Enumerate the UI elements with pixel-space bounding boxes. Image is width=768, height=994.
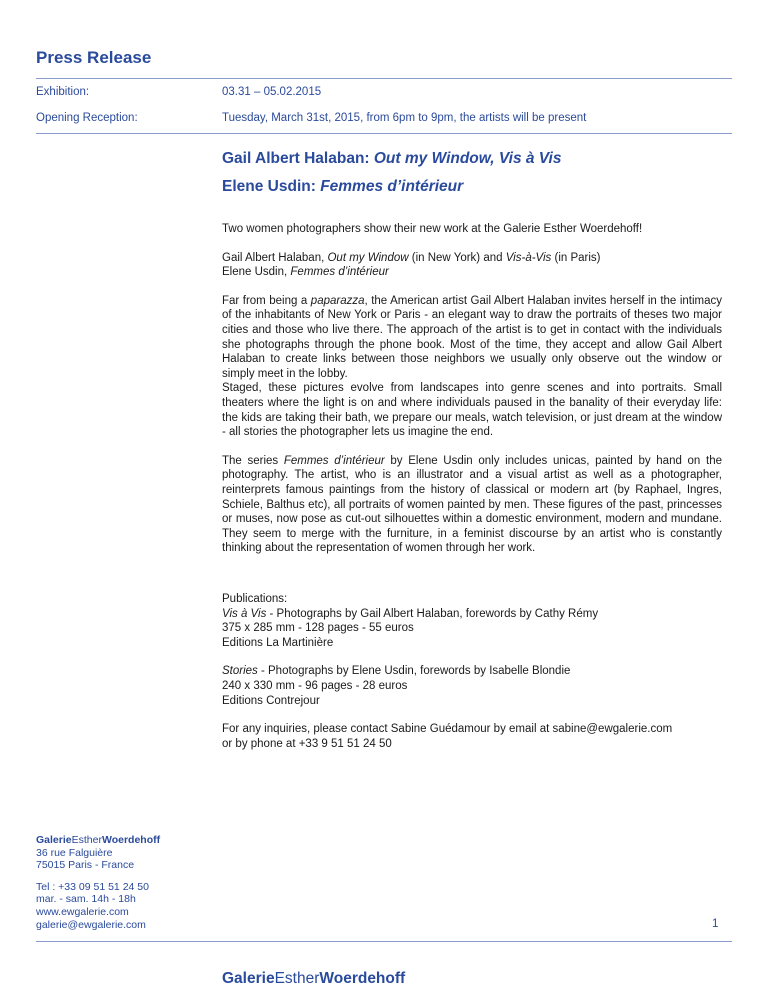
publication-1: Publications: Vis à Vis - Photographs by Gail Albert Halaban, forewords by Cathy Rémy 375 x 285 mm - 128 pages - 55 euros Editions La Martinière [222, 593, 599, 649]
press-body [222, 222, 722, 570]
gallery-city: 75015 Paris - France [36, 859, 135, 872]
gallery-street: 36 rue Falguière [36, 846, 113, 859]
gallery-address-block [36, 834, 160, 931]
divider [36, 133, 732, 134]
heading-usdin: Elene Usdin: Femmes d’intérieur [222, 178, 464, 195]
publication-2: Stories - Photographs by Elene Usdin, forewords by Isabelle Blondie 240 x 330 mm - 96 pages - 28 euros Editions Contrejour [222, 665, 571, 707]
footer-logo: GalerieEstherWoerdehoff [222, 970, 406, 987]
works-paragraph: Gail Albert Halaban, Out my Window (in New York) and Vis-à-Vis (in Paris) Elene Usdin, Femmes d’intérieur [222, 251, 601, 279]
gallery-hours: mar. - sam. 14h - 18h [36, 893, 136, 906]
contact-paragraph: For any inquiries, please contact Sabine Guédamour by email at sabine@ewgalerie.com or by phone at +33 9 51 51 24 50 [222, 723, 673, 750]
page-number: 1 [712, 918, 719, 930]
opening-value: Tuesday, March 31st, 2015, from 6pm to 9pm, the artists will be present [222, 112, 587, 124]
intro-paragraph: Two women photographers show their new work at the Galerie Esther Woerdehoff! [222, 223, 643, 235]
gallery-website: www.ewgalerie.com [36, 905, 129, 918]
halaban-paragraph: Far from being a paparazza, the American artist Gail Albert Halaban invites herself in the intimacy of the inhabitants of New York or Paris - an elegant way to draw the portraits of theses two major cities and those who live there. The approach of the artist is to get in contact with the individuals she photographs through the phone book. Most of the time, they accept and allow Gail Albert Halaban to create links between those neighbors we usually only observe out the window or simply meet in the lobby. Staged, these pictures evolve from landscapes into genre scenes and into portraits. Small theaters where the light is on and where individuals paused in the banality of their everyday life: the kids are taking their bath, we prepare our meals, watch television, or just dream at the window - all stories the photographer lets us imagine the end. [222, 294, 722, 439]
heading-halaban: Gail Albert Halaban: Out my Window, Vis à Vis [222, 150, 562, 167]
gallery-name: GalerieEstherWoerdehoff [36, 834, 161, 846]
gallery-email: galerie@ewgalerie.com [36, 918, 146, 931]
usdin-paragraph: The series Femmes d’intérieur by Elene Usdin only includes unicas, painted by hand on the photography. The artist, who is an illustrator and a visual artist as well as a photographer, reinterprets famous paintings from the history of classical or modern art (by Raphael, Ingres, Schiele, Balthus etc), all portraits of women painted by men. These figures of the past, princesses or muses, now pose as cut-out silhouettes within a domestic environment, modern and mundane. They seem to merge with the furniture, in a feminist discourse by an artist who is constantly thinking about the representation of women through her work. [222, 454, 722, 555]
exhibition-dates: 03.31 – 05.02.2015 [222, 86, 322, 98]
exhibition-label: Exhibition: [36, 86, 90, 98]
divider [36, 78, 732, 79]
opening-label: Opening Reception: [36, 112, 138, 124]
gallery-phone: Tel : +33 09 51 51 24 50 [36, 880, 149, 893]
divider [36, 941, 732, 942]
publications [222, 592, 722, 765]
page-title: Press Release [36, 48, 152, 67]
